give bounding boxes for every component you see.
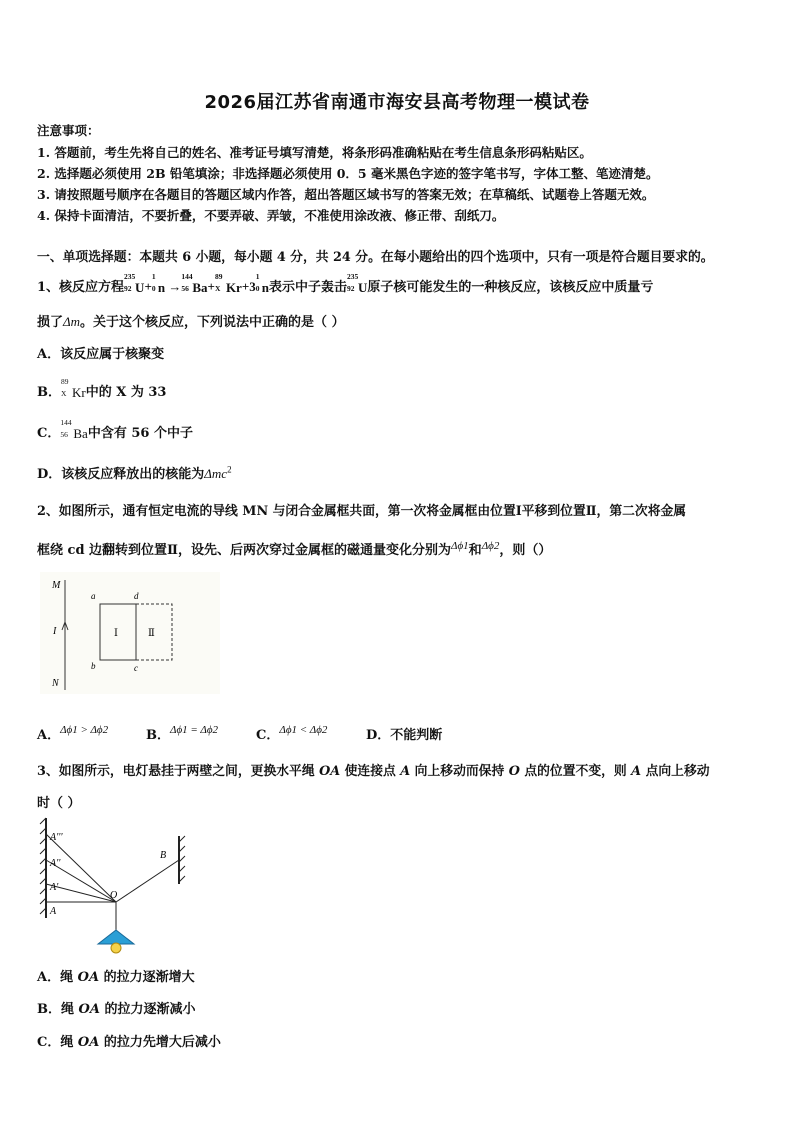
q1-option-a[interactable]: A．该反应属于核聚变 [37,347,165,362]
q2-and: 和 [468,543,482,558]
nuclide-ba144 [181,272,208,296]
plus-2: + [207,279,215,294]
q1-c-nuclide [60,417,88,442]
q1-prefix: 1、核反应方程 [37,280,125,295]
q3-option-a[interactable] [37,966,195,985]
plus-3: + [241,279,250,294]
q1-d-sup: 2 [227,464,232,475]
b-kr-sym: Kr [72,384,86,400]
q1-suffix: 原子核可能发生的一种核反应，该核反应中质量亏 [367,280,654,295]
q3-c-oa: OA [77,1035,100,1050]
q1-c-text: 中含有 56 个中子 [87,426,193,441]
n2-num: 0 [255,284,260,294]
q3-option-b[interactable] [37,998,195,1017]
nuclide-u235 [124,272,145,296]
q1-line2 [37,311,345,330]
q1-d-label: D．该核反应释放出的核能为 [37,467,205,482]
q2-a-expr: Δϕ1 > Δϕ2 [60,724,109,736]
fig3-label-a: A [50,906,57,917]
label-pos2: Ⅱ [148,628,155,639]
notice-heading: 注意事项： [37,123,100,138]
q3-a-post: 的拉力逐渐增大 [99,970,195,985]
n-mass: 1 [151,272,156,282]
q3-line1 [37,760,710,779]
arrow: → [168,279,182,294]
q2-line2-b: ，则（） [499,543,552,558]
q3-l1-e: 点向上移动 [641,764,710,779]
notice-item-3: 3. 请按照题号顺序在各题目的答题区域内作答，超出答题区域书写的答案无效；在草稿纸、试题卷上答题无效。 [37,187,655,202]
c-ba-sym: Ba [73,425,88,441]
plus-1: + [144,279,152,294]
label-i: I [53,626,57,637]
q3-o: O [508,764,520,779]
q1-line2-a: 损了 [37,315,64,330]
q3-l1-d: 点的位置不变，则 [519,764,632,779]
label-m: M [52,580,61,591]
q1-option-d[interactable] [37,463,232,482]
q3-b-pre: B．绳 [37,1002,79,1017]
label-pos1: Ⅰ [114,628,118,639]
b-kr-mass: 89 [61,376,69,386]
q1-equation [124,272,269,296]
q3-figure [38,814,198,956]
q1-option-c[interactable] [37,417,193,442]
q1-b-nuclide [61,376,86,401]
nuclide-n-2 [255,272,269,296]
q3-l1-c: 向上移动而保持 [410,764,509,779]
q1-b-label: B． [37,385,61,400]
q1-dm: Δm [63,314,81,329]
q1-mid: 表示中子轰击 [268,280,347,295]
q2-c-expr: Δϕ1 < Δϕ2 [279,724,328,736]
page-title: 2026届江苏省南通市海安县高考物理一模试卷 [204,92,590,113]
c-ba-num: 56 [60,429,68,439]
q2-line1: 2、如图所示，通有恒定电流的导线 MN 与闭合金属框共面，第一次将金属框由位置Ⅰ平移到位置Ⅱ，第二次将金属 [37,504,687,519]
label-c: c [134,663,138,673]
q1-line1 [37,271,654,296]
q2-c-label: C． [256,728,280,743]
q2-line2-a: 框绕 cd 边翻转到位置Ⅱ，设先、后两次穿过金属框的磁通量变化分别为 [37,543,452,558]
n2-mass: 1 [255,272,260,282]
q2-figure [40,572,220,694]
q3-a-oa: OA [77,970,100,985]
label-d: d [134,591,139,601]
q2-a-label: A． [37,728,61,743]
q1-b-text: 中的 X 为 33 [85,385,167,400]
notice-item-1: 1. 答题前，考生先将自己的姓名、准考证号填写清楚，将条形码准确粘贴在考生信息条形码粘贴区。 [37,145,592,160]
u2-sym: U [358,279,368,295]
fig3-label-a1: A' [50,882,59,893]
n-sym: n [157,280,166,296]
q3-c-post: 的拉力先增大后减小 [99,1035,221,1050]
q3-b-post: 的拉力逐渐减小 [99,1002,196,1017]
notice-item-2: 2. 选择题必须使用 2B 铅笔填涂；非选择题必须使用 0．5 毫米黑色字迹的签字笔书写，字体工整、笔迹清楚。 [37,166,659,181]
q3-a: A [400,764,411,779]
q3-b-oa: OA [78,1002,100,1017]
q2-line2 [37,539,551,558]
q2-option-c[interactable] [256,724,327,743]
ba-num: 56 [181,284,189,294]
c-ba-mass: 144 [60,417,72,427]
q2-option-d[interactable]: D．不能判断 [366,728,443,743]
fig2-bg [40,572,220,694]
q1-d-expr: Δmc [204,466,228,481]
ba-sym: Ba [192,280,208,296]
fig3-label-a3: A''' [50,832,63,843]
nuclide-kr89 [214,272,242,296]
fig3-label-b: B [160,850,167,861]
q2-b-label: B． [146,728,170,743]
b-kr-num: X [61,388,67,398]
q3-l1-a: 3、如图所示，电灯悬挂于两壁之间，更换水平绳 [37,764,320,779]
q3-oa: OA [319,764,341,779]
u2-num: 92 [347,283,355,293]
coef-3: 3 [249,279,256,294]
q3-a-pre: A．绳 [37,970,78,985]
lamp-shade [98,930,134,944]
section-heading: 一、单项选择题：本题共 6 小题，每小题 4 分，共 24 分。在每小题给出的四个选项中，只有一项是符合题目要求的。 [37,250,714,265]
q3-option-c[interactable] [37,1031,221,1050]
nuclide-n [151,272,166,296]
q2-b-expr: Δϕ1 = Δϕ2 [170,724,219,736]
q2-option-a[interactable] [37,724,108,743]
kr-num: X [214,284,221,294]
q2-phi1: Δϕ1 [451,540,469,552]
u-num: 92 [124,284,132,294]
label-a: a [91,591,96,601]
q2-phi2: Δϕ2 [481,540,500,552]
q2-option-b[interactable] [146,724,218,743]
fig3-label-o: O [110,890,118,901]
n2-sym: n [261,280,269,296]
notice-item-4: 4. 保持卡面清洁，不要折叠，不要弄破、弄皱，不准使用涂改液、修正带、刮纸刀。 [37,208,505,223]
q1-c-label: C． [37,426,61,441]
q3-a-2: A [631,764,642,779]
u2-mass: 235 [347,271,359,281]
kr-mass: 89 [214,272,223,282]
u-sym: U [135,280,145,296]
ba-mass: 144 [181,272,193,282]
fig3-label-a2: A'' [50,858,61,869]
n-num: 0 [151,284,156,294]
q1-option-b[interactable] [37,376,167,401]
label-b: b [91,661,96,671]
rope-ob [116,860,179,902]
nuclide-u235-2 [347,271,368,296]
q3-l1-b: 使连接点 [340,764,401,779]
q1-line2-b: 。关于这个核反应，下列说法中正确的是（ ） [80,315,345,330]
u-mass: 235 [124,272,136,282]
lamp-bulb-icon [111,943,121,953]
q3-c-pre: C．绳 [37,1035,78,1050]
q3-line2: 时（ ） [37,796,81,811]
label-n: N [52,678,59,689]
kr-sym: Kr [225,280,242,296]
